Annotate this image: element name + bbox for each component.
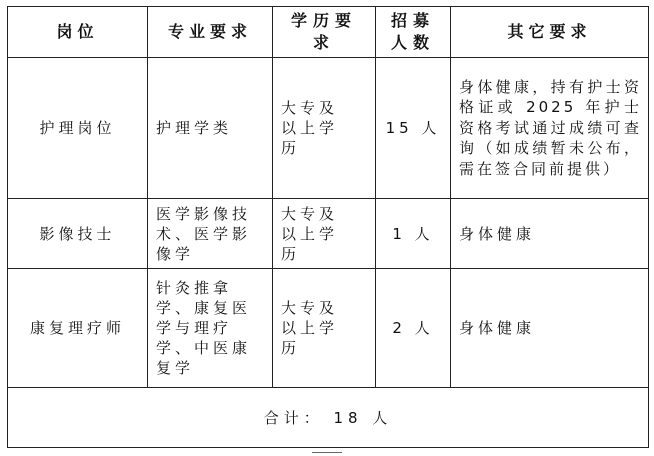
count-cell: 15 人 [376, 58, 451, 199]
position-cell: 护理岗位 [8, 58, 148, 199]
table-row [8, 58, 649, 199]
education-cell: 大专及以上学历 [273, 199, 376, 269]
major-cell: 护理学类 [148, 58, 273, 199]
table-row [8, 269, 649, 388]
major-cell: 医学影像技术、医学影像学 [148, 199, 273, 269]
other-cell: 身体健康 [451, 269, 649, 388]
other-cell: 身体健康 [451, 199, 649, 269]
recruitment-table [7, 6, 649, 448]
count-cell: 1 人 [376, 199, 451, 269]
education-cell: 大专及以上学历 [273, 269, 376, 388]
header-position: 岗位 [8, 7, 148, 58]
header-row [8, 7, 649, 58]
header-education: 学历要求 [273, 7, 376, 58]
major-cell: 针灸推拿学、康复医学与理疗学、中医康复学 [148, 269, 273, 388]
count-cell: 2 人 [376, 269, 451, 388]
header-count: 招募人数 [376, 7, 451, 58]
table-row [8, 199, 649, 269]
header-other: 其它要求 [451, 7, 649, 58]
position-cell: 康复理疗师 [8, 269, 148, 388]
position-cell: 影像技士 [8, 199, 148, 269]
education-cell: 大专及以上学历 [273, 58, 376, 199]
total-row [8, 388, 649, 448]
total-cell: 合计： 18 人 [8, 388, 649, 448]
other-cell: 身体健康，持有护士资格证或 2025 年护士资格考试通过成绩可查询（如成绩暂未公布，需在签合同前提供） [451, 58, 649, 199]
page-footer-mark [312, 452, 342, 453]
header-major: 专业要求 [148, 7, 273, 58]
